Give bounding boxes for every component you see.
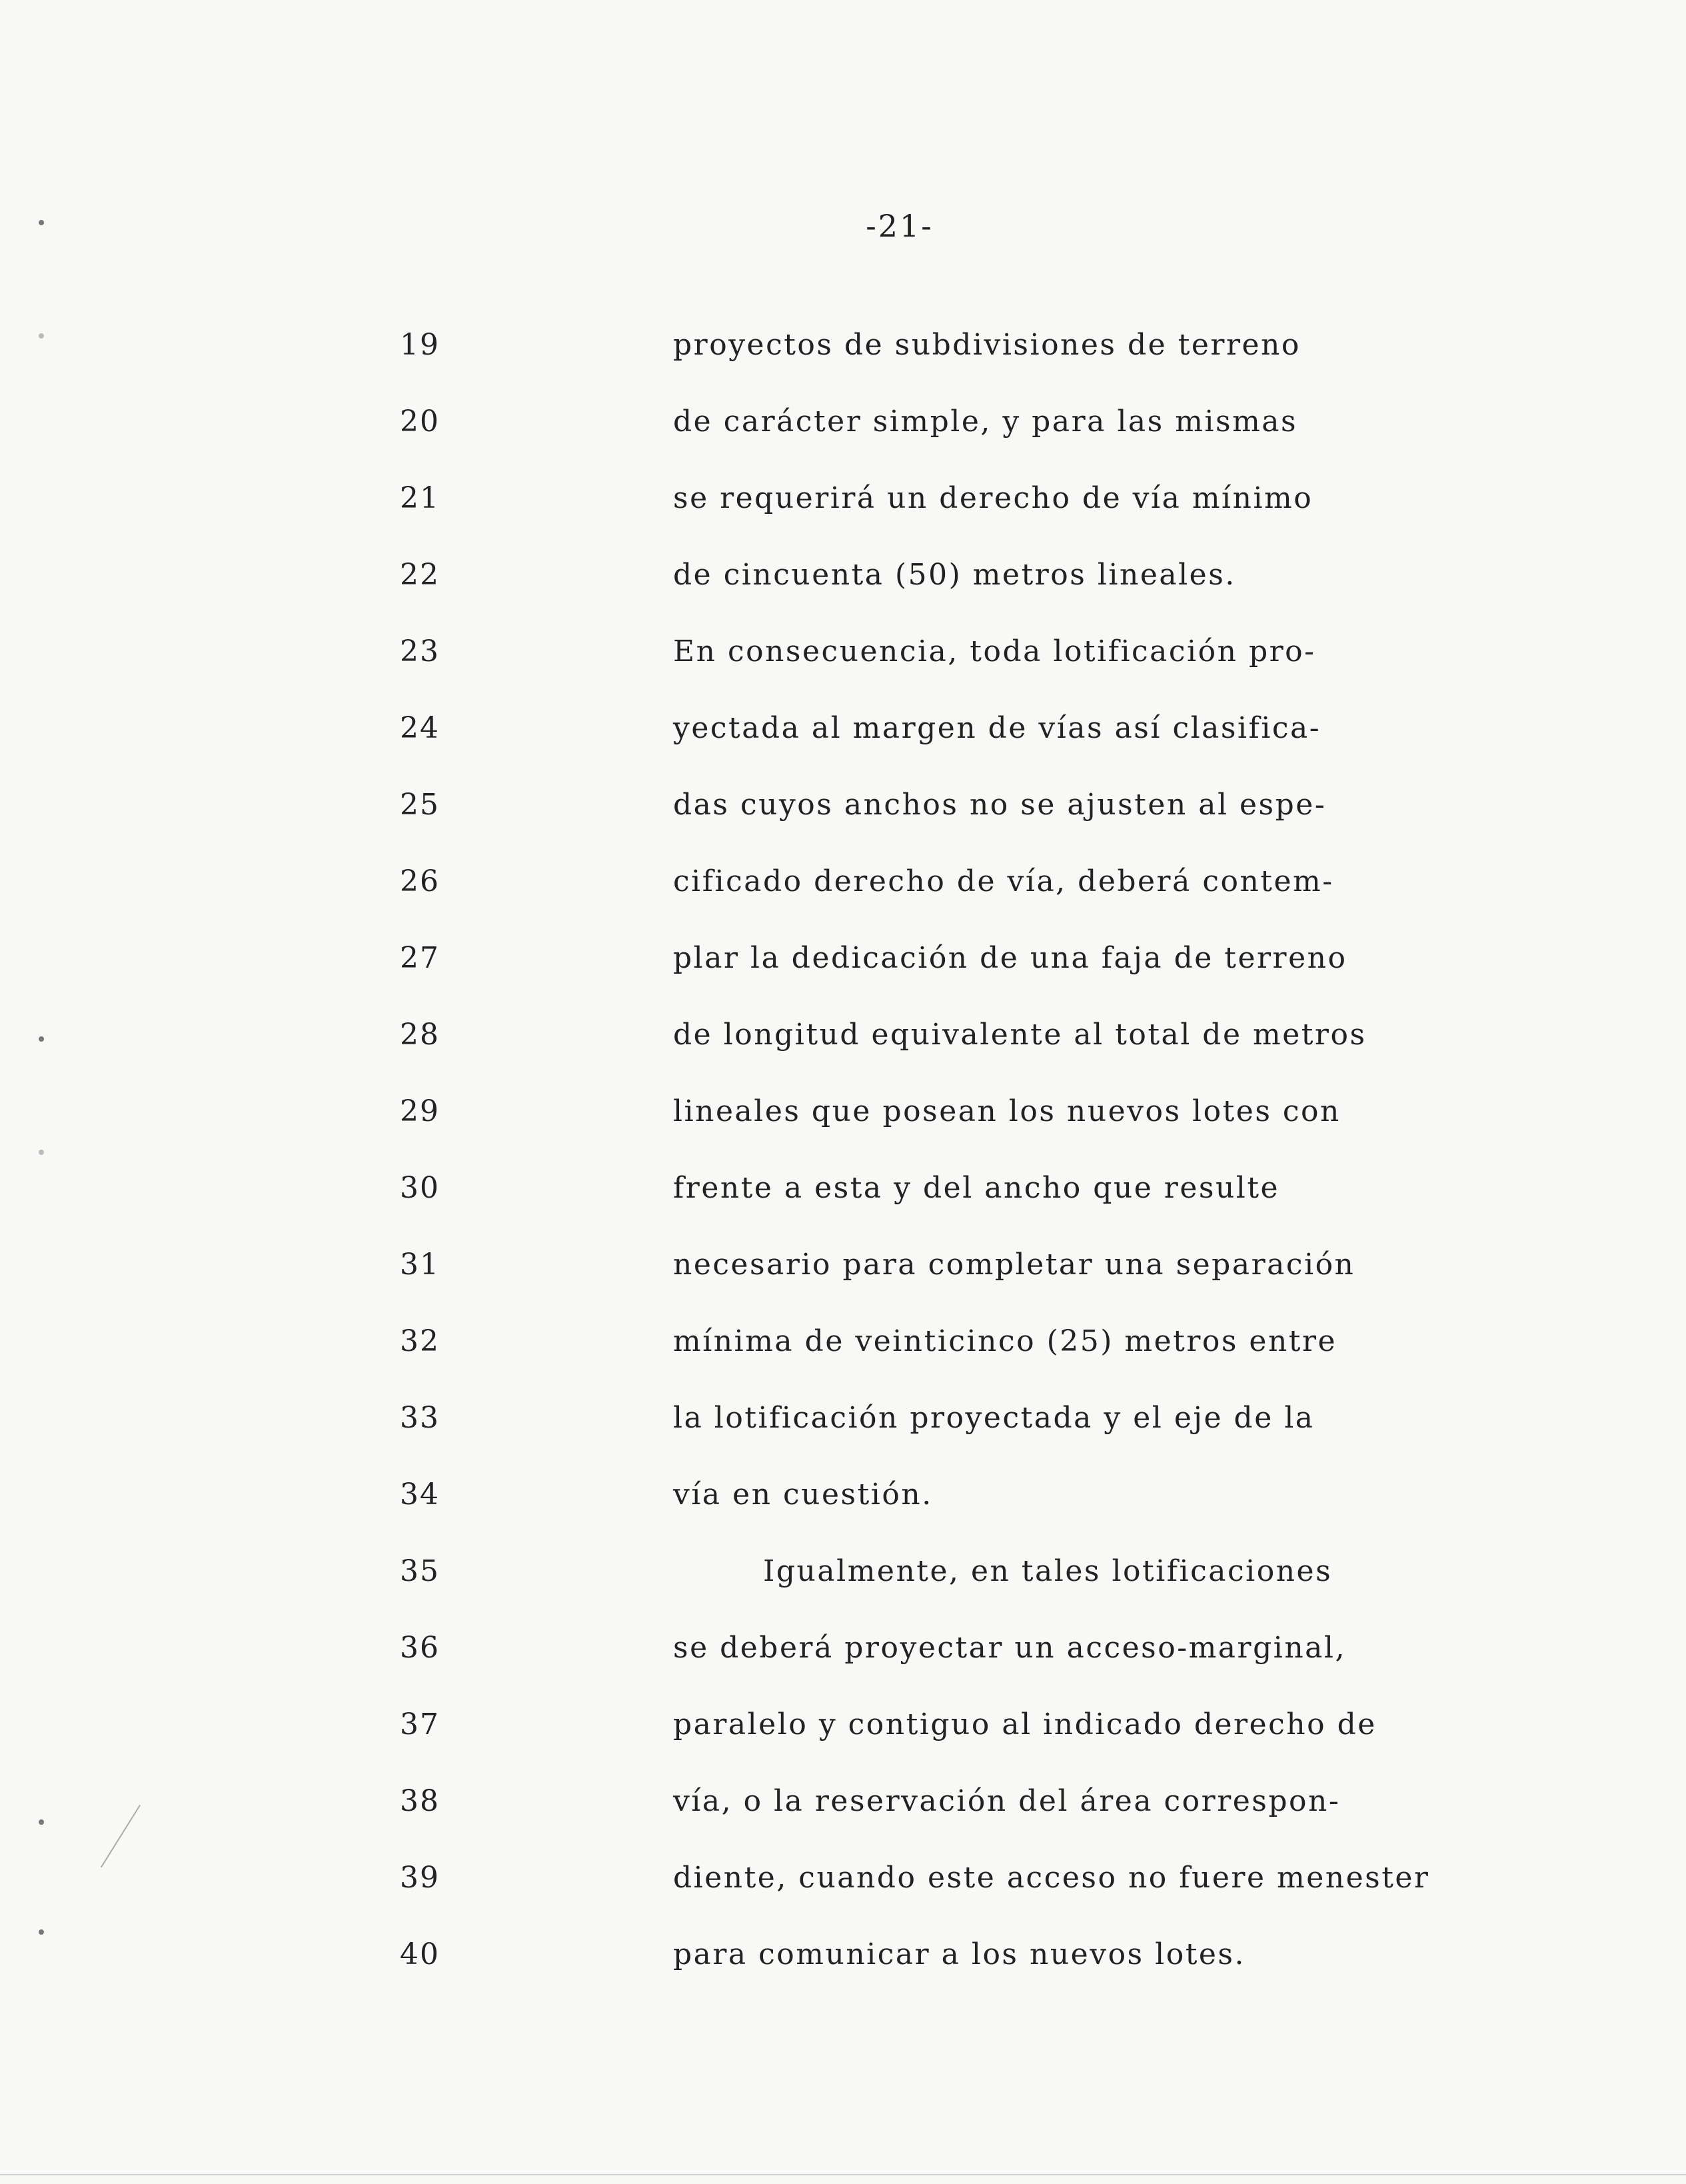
text-line: [0, 711, 1686, 758]
line-number: 20: [400, 405, 440, 439]
line-number: 33: [400, 1401, 440, 1435]
line-text: de carácter simple, y para las mismas: [673, 405, 1298, 439]
line-text: plar la dedicación de una faja de terreno: [673, 941, 1347, 975]
text-line: [0, 788, 1686, 834]
text-line: [0, 1324, 1686, 1371]
line-text: Igualmente, en tales lotificaciones: [763, 1554, 1333, 1588]
line-text: diente, cuando este acceso no fuere menester: [673, 1861, 1430, 1895]
line-text: das cuyos anchos no se ajusten al espe-: [673, 788, 1327, 822]
text-line: [0, 1094, 1686, 1141]
text-line: [0, 1631, 1686, 1677]
line-text: para comunicar a los nuevos lotes.: [673, 1937, 1246, 1971]
text-line: [0, 1861, 1686, 1907]
line-text: necesario para completar una separación: [673, 1248, 1355, 1282]
text-line: [0, 1248, 1686, 1294]
line-number: 23: [400, 634, 440, 668]
scan-artifact: [39, 1819, 44, 1825]
scan-artifact: [39, 1150, 44, 1155]
line-number: 30: [400, 1171, 440, 1205]
line-number: 19: [400, 328, 440, 362]
text-line: [0, 1554, 1686, 1601]
line-text: paralelo y contiguo al indicado derecho de: [673, 1707, 1377, 1741]
line-text: lineales que posean los nuevos lotes con: [673, 1094, 1341, 1128]
line-number: 29: [400, 1094, 440, 1128]
line-number: 31: [400, 1248, 440, 1282]
line-number: 22: [400, 558, 440, 592]
line-number: 28: [400, 1018, 440, 1052]
text-line: [0, 1401, 1686, 1448]
text-line: [0, 1937, 1686, 1984]
line-number: 34: [400, 1478, 440, 1512]
line-text: de cincuenta (50) metros lineales.: [673, 558, 1236, 592]
text-line: [0, 634, 1686, 681]
text-line: [0, 1018, 1686, 1064]
line-number: 36: [400, 1631, 440, 1665]
line-text: proyectos de subdivisiones de terreno: [673, 328, 1301, 362]
page-number: -21-: [866, 208, 934, 244]
line-text: frente a esta y del ancho que resulte: [673, 1171, 1280, 1205]
line-text: vía, o la reservación del área correspon-: [673, 1784, 1341, 1818]
line-text: mínima de veinticinco (25) metros entre: [673, 1324, 1337, 1358]
line-number: 26: [400, 864, 440, 898]
line-number: 35: [400, 1554, 440, 1588]
line-text: la lotificación proyectada y el eje de la: [673, 1401, 1315, 1435]
line-number: 21: [400, 481, 440, 515]
line-text: se requerirá un derecho de vía mínimo: [673, 481, 1313, 515]
text-line: [0, 405, 1686, 451]
scan-artifact: [39, 333, 44, 339]
line-number: 39: [400, 1861, 440, 1895]
text-line: [0, 1784, 1686, 1831]
text-line: [0, 1478, 1686, 1524]
text-line: [0, 864, 1686, 911]
line-text: yectada al margen de vías así clasifica-: [673, 711, 1321, 745]
text-line: [0, 328, 1686, 375]
line-text: se deberá proyectar un acceso-marginal,: [673, 1631, 1346, 1665]
line-text: cificado derecho de vía, deberá contem-: [673, 864, 1334, 898]
text-line: [0, 941, 1686, 988]
line-text: En consecuencia, toda lotificación pro-: [673, 634, 1316, 668]
line-number: 40: [400, 1937, 440, 1971]
text-line: [0, 481, 1686, 528]
text-line: [0, 558, 1686, 604]
scan-artifact: [39, 1929, 44, 1935]
scan-artifact: [39, 1036, 44, 1042]
line-number: 27: [400, 941, 440, 975]
text-line: [0, 1707, 1686, 1754]
line-number: 38: [400, 1784, 440, 1818]
text-line: [0, 1171, 1686, 1218]
scan-artifact: [39, 220, 44, 225]
line-number: 37: [400, 1707, 440, 1741]
line-number: 32: [400, 1324, 440, 1358]
line-number: 25: [400, 788, 440, 822]
line-text: vía en cuestión.: [673, 1478, 933, 1512]
line-text: de longitud equivalente al total de metros: [673, 1018, 1367, 1052]
page-edge: [0, 2174, 1686, 2175]
line-number: 24: [400, 711, 440, 745]
